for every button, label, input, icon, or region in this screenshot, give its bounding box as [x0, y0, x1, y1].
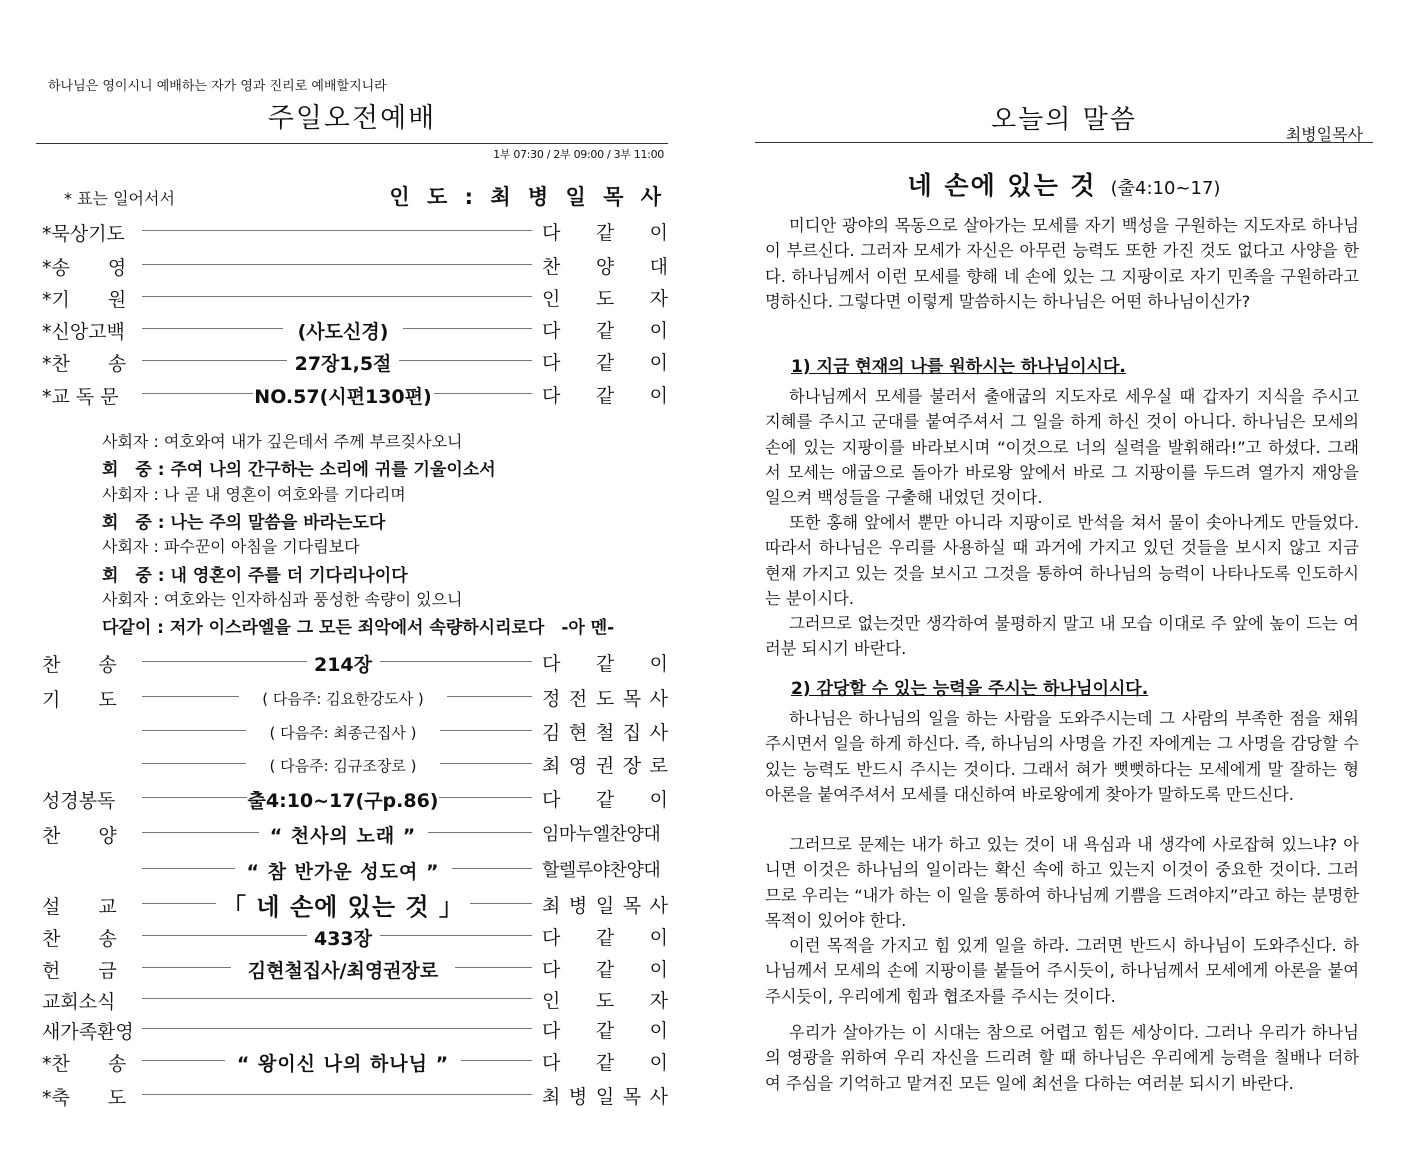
- response-congregation: 회 중 : 나는 주의 말씀을 바라는도다: [102, 512, 386, 533]
- leader-line: [142, 393, 253, 394]
- leader-char: 이: [649, 1052, 668, 1074]
- leader-char: 다: [542, 959, 561, 981]
- order-label: *축 도: [42, 1087, 127, 1109]
- sermon-paragraph: 그러므로 없는것만 생각하여 불평하지 말고 내 모습 이대로 주 앞에 높이 드는 여러분 되시기 바란다.: [765, 614, 1359, 659]
- order-label: 기 도: [42, 689, 117, 711]
- leader-line: [399, 360, 532, 361]
- leader-char: 목: [622, 895, 642, 917]
- order-row: [42, 313, 668, 343]
- leader-line: [142, 1094, 532, 1095]
- leader-line: [142, 1028, 532, 1029]
- leader-line: [142, 661, 307, 662]
- order-content: 출4:10~17(구p.86): [247, 790, 439, 812]
- leader-char: 최: [542, 755, 561, 777]
- leader-char: 정: [542, 688, 561, 710]
- leader-char: 전: [568, 688, 588, 710]
- order-row: [42, 249, 668, 279]
- order-content: 「 네 손에 있는 것 」: [222, 893, 464, 921]
- order-content: ( 다음주: 김요한강도사 ): [262, 690, 424, 708]
- leader-line: [142, 797, 247, 798]
- sermon-point-2: 2) 감당할 수 있는 능력을 주시는 하나님이시다.: [791, 679, 1149, 699]
- leader-line: [142, 328, 283, 329]
- leader-char: 같: [595, 653, 615, 675]
- response-congregation: 회 중 : 내 영혼이 주를 더 기다리나이다: [102, 565, 408, 586]
- leader-char: 사: [649, 722, 668, 744]
- order-row: [42, 378, 668, 408]
- leader-char: 이: [649, 1020, 668, 1042]
- standing-note: * 표는 일어서서: [64, 189, 175, 208]
- leader-char: 사: [649, 688, 668, 710]
- order-row: [42, 782, 668, 812]
- order-content: “ 천사의 노래 ”: [269, 825, 417, 847]
- leader-char: 같: [595, 959, 615, 981]
- sermon-heading: [755, 166, 1373, 202]
- order-label: *송 영: [42, 257, 127, 279]
- order-row: [42, 748, 668, 778]
- leader-line: [142, 935, 307, 936]
- order-label: *묵상기도: [42, 223, 125, 245]
- leader-char: 이: [649, 927, 668, 949]
- order-row: [42, 215, 668, 245]
- order-row: [42, 888, 668, 921]
- order-row: [42, 1045, 668, 1075]
- leader-char: 이: [649, 385, 668, 407]
- leader-char: 일: [595, 895, 615, 917]
- order-row: [42, 646, 668, 676]
- pastor-name: 최병일목사: [1285, 125, 1363, 144]
- order-leader: [542, 348, 668, 375]
- leader-line: [440, 763, 532, 764]
- leader-char: 사: [649, 1086, 668, 1108]
- order-leader: [542, 785, 668, 812]
- leader-char: 같: [595, 927, 615, 949]
- leader-char: 다: [542, 1052, 561, 1074]
- order-leader: [542, 820, 668, 846]
- order-label: 헌 금: [42, 960, 117, 982]
- leader-char: 같: [595, 1052, 615, 1074]
- leader-line: [142, 696, 239, 697]
- leader-line: [434, 393, 533, 394]
- order-label: 성경봉독: [42, 790, 116, 812]
- order-leader: [542, 923, 668, 950]
- sermon-paragraph: 그러므로 문제는 내가 하고 있는 것이 내 욕심과 내 생각에 사로잡혀 있느냐? 아니면 이것은 하나님의 일이라는 확신 속에 하고 있는지 이것이 중요한 것이다. 그러므로 우리는 “내가 하는 이 일을 통하여 하나님께 기쁨을 드려야지”라고 하는 분명한 목적이 있어야 한다.: [765, 835, 1359, 930]
- order-label: 새가족환영: [42, 1021, 134, 1043]
- order-label: *기 원: [42, 289, 127, 311]
- leader-line: [142, 967, 231, 968]
- leader-line: [142, 763, 246, 764]
- leader-info: 인 도 : 최 병 일 목 사: [389, 185, 666, 209]
- worship-order-panel: [36, 0, 668, 1156]
- leader-line: [142, 868, 235, 869]
- order-label: 찬 양: [42, 825, 117, 847]
- leader-line: [452, 868, 533, 869]
- leader-line: [380, 661, 533, 662]
- response-leader: 사회자 : 나 곧 내 영혼이 여호와를 기다리며: [102, 484, 406, 504]
- leader-line: [142, 730, 246, 731]
- leader-line: [142, 998, 532, 999]
- response-congregation: 다같이 : 저가 이스라엘을 그 모든 죄악에서 속량하시리로다 -아 멘-: [102, 618, 615, 639]
- leader-char: 같: [595, 320, 615, 342]
- sermon-panel: [755, 0, 1373, 1156]
- order-label: 교회소식: [42, 991, 116, 1013]
- leader-char: 장: [622, 755, 642, 777]
- order-label: *찬 송: [42, 1053, 127, 1075]
- sermon-paragraph: 미디안 광야의 목동으로 살아가는 모세를 자기 백성을 구원하는 지도자로 하나님이 부르신다. 그러자 모세가 자신은 아무런 능력도 또한 가진 것도 없다고 사양을 한다. 하나님께서 이런 모세를 향해 네 손에 있는 그 지팡이로 자기 민족을 구원하라고 명하신다. 그렇다면 이렇게 말씀하시는 하나님은 어떤 하나님이신가?: [765, 216, 1359, 311]
- order-content: “ 참 반가운 성도여 ”: [246, 861, 440, 883]
- order-content: (사도신경): [297, 321, 389, 343]
- leader-char: 같: [595, 352, 615, 374]
- leader-char: 다: [542, 320, 561, 342]
- order-row: [42, 1079, 668, 1109]
- leader-char: 이: [649, 959, 668, 981]
- order-row: [42, 681, 668, 711]
- order-leader: [542, 316, 668, 343]
- leader-line: [440, 730, 532, 731]
- leader-line: [455, 967, 532, 968]
- leader-line: [142, 360, 287, 361]
- order-content: “ 왕이신 나의 하나님 ”: [236, 1053, 450, 1075]
- order-row: [42, 1013, 668, 1043]
- sermon-reference: (출4:10~17): [1110, 178, 1221, 199]
- leader-char: 사: [649, 895, 668, 917]
- leader-char: 현: [568, 722, 588, 744]
- order-row: [42, 281, 668, 311]
- leader-char: 목: [622, 688, 642, 710]
- order-leader: [542, 986, 668, 1013]
- leader-char: 다: [542, 653, 561, 675]
- order-row: [42, 715, 668, 745]
- sermon-title: 네 손에 있는 것: [907, 171, 1097, 200]
- leader-char: 철: [595, 722, 615, 744]
- sermon-paragraph: 또한 홍해 앞에서 뿐만 아니라 지팡이로 반석을 쳐서 물이 솟아나게도 만들었다. 따라서 하나님은 우리를 사용하실 때 과거에 가지고 있던 것들을 보시지 않고 지금 현재 가지고 있는 것을 보시고 그것을 통하여 하나님의 능력이 나타나도록 인도하시는 분이시다.: [765, 513, 1359, 608]
- leader-char: 목: [622, 1086, 642, 1108]
- order-leader: [542, 856, 668, 882]
- order-leader: [542, 252, 668, 279]
- leader-char: 다: [542, 789, 561, 811]
- title-divider: [36, 143, 668, 144]
- leader-char: 이: [649, 320, 668, 342]
- leader-char: 다: [542, 352, 561, 374]
- leader-line: [142, 296, 532, 297]
- leader-text: 임마누엘찬양대: [542, 824, 661, 845]
- order-leader: [542, 1016, 668, 1043]
- leader-line: [439, 797, 532, 798]
- order-leader: [542, 955, 668, 982]
- leader-char: 이: [649, 352, 668, 374]
- sermon-paragraph: 이런 목적을 가지고 힘 있게 일을 하라. 그러면 반드시 하나님이 도와주신다. 하나님께서 모세의 손에 지팡이를 붙들어 주시듯이, 하나님께서 모세에게 아론을 붙여주시듯이, 우리에게 힘과 협조자를 주시는 것이다.: [765, 936, 1359, 1006]
- order-content: 김현철집사/최영권장로: [247, 960, 439, 982]
- order-leader: [542, 218, 668, 245]
- order-content: 214장: [313, 654, 372, 676]
- response-leader: 사회자 : 여호와는 인자하심과 풍성한 속량이 있으니: [102, 589, 463, 609]
- leader-char: 인: [542, 288, 561, 310]
- leader-char: 도: [595, 288, 615, 310]
- leader-line: [403, 328, 532, 329]
- order-row: [42, 345, 668, 375]
- leader-char: 이: [649, 789, 668, 811]
- sermon-paragraph: 하나님께서 모세를 불러서 출애굽의 지도자로 세우실 때 갑자기 지식을 주시고 지혜를 주시고 군대를 붙여주셔서 그 일을 하게 하신 것이 아니다. 하나님은 모세의 손에 있는 지팡이를 바라보시며 “이것으로 너의 실력을 발휘해라!”고 하셨다. 그래서 모세는 애굽으로 돌아가 바로왕 앞에서 바로 그 지팡이를 두드려 열가지 재앙을 일으켜 백성들을 구출해 내었던 것이다.: [765, 387, 1359, 508]
- order-label: *신앙고백: [42, 321, 125, 343]
- response-congregation: 회 중 : 주여 나의 간구하는 소리에 귀를 기울이소서: [102, 460, 496, 481]
- leader-char: 같: [595, 789, 615, 811]
- sermon-paragraph: 하나님은 하나님의 일을 하는 사람을 도와주시는데 그 사람의 부족한 점을 채워주시면서 일을 하게 하신다. 즉, 하나님의 사명을 가진 자에게는 그 사명을 감당할 수 있는 능력도 반드시 주시는 것이다. 그래서 혀가 뻣뻣하다는 모세에게 말 잘하는 형 아론을 붙여주셔서 모세를 대신하여 바로왕에게 찾아가 말하도록 만드신다.: [765, 709, 1359, 804]
- leader-text: 할렐루야찬양대: [542, 860, 661, 881]
- leader-char: 이: [649, 653, 668, 675]
- order-label: 찬 송: [42, 928, 117, 950]
- order-content: NO.57(시편130편): [254, 386, 432, 408]
- leader-char: 도: [595, 688, 615, 710]
- leader-char: 다: [542, 927, 561, 949]
- leader-char: 다: [542, 385, 561, 407]
- sermon-divider: [755, 142, 1373, 143]
- order-label: 설 교: [42, 896, 117, 918]
- leader-line: [142, 832, 259, 833]
- page-title: 주일오전예배: [267, 103, 437, 134]
- response-leader: 사회자 : 파수꾼이 아침을 기다림보다: [102, 537, 360, 557]
- leader-line: [428, 832, 533, 833]
- motto-verse: 하나님은 영이시니 예배하는 자가 영과 진리로 예배할지니라: [48, 79, 387, 94]
- leader-char: 자: [649, 288, 668, 310]
- leader-line: [447, 696, 532, 697]
- order-leader: [542, 684, 668, 711]
- leader-char: 다: [542, 1020, 561, 1042]
- order-leader: [542, 284, 668, 311]
- leader-char: 다: [542, 222, 561, 244]
- order-content: 27장1,5절: [294, 353, 392, 375]
- leader-line: [461, 1060, 532, 1061]
- leader-line: [142, 903, 216, 904]
- order-leader: [542, 718, 668, 745]
- order-label: 찬 송: [42, 654, 117, 676]
- order-leader: [542, 649, 668, 676]
- leader-line: [142, 264, 532, 265]
- order-leader: [542, 1082, 668, 1109]
- sermon-section-title: 오늘의 말씀: [991, 105, 1137, 135]
- leader-char: 로: [649, 755, 668, 777]
- leader-char: 최: [542, 1086, 561, 1108]
- order-leader: [542, 1048, 668, 1075]
- order-content: ( 다음주: 김규조장로 ): [269, 757, 417, 775]
- order-leader: [542, 891, 668, 918]
- leader-char: 도: [595, 990, 615, 1012]
- leader-char: 찬: [542, 256, 561, 278]
- leader-line: [142, 1060, 225, 1061]
- leader-char: 병: [568, 895, 588, 917]
- order-leader: [542, 381, 668, 408]
- leader-char: 일: [595, 1086, 615, 1108]
- order-row: [42, 920, 668, 950]
- leader-char: 양: [595, 256, 615, 278]
- leader-char: 집: [622, 722, 642, 744]
- order-row: [42, 853, 668, 883]
- order-content: ( 다음주: 최종근집사 ): [269, 724, 417, 742]
- leader-line: [470, 903, 532, 904]
- service-times: 1부 07:30 / 2부 09:00 / 3부 11:00: [493, 148, 664, 161]
- order-leader: [542, 751, 668, 778]
- order-row: [42, 952, 668, 982]
- leader-char: 김: [542, 722, 561, 744]
- leader-char: 같: [595, 385, 615, 407]
- leader-char: 자: [649, 990, 668, 1012]
- leader-char: 대: [649, 256, 668, 278]
- leader-char: 같: [595, 222, 615, 244]
- order-row: [42, 817, 668, 847]
- order-label: *찬 송: [42, 353, 127, 375]
- order-row: [42, 983, 668, 1013]
- sermon-paragraph: 우리가 살아가는 이 시대는 참으로 어렵고 힘든 세상이다. 그러나 우리가 하나님의 영광을 위하여 우리 자신을 드리려 할 때 하나님은 우리에게 능력을 칠배나 더하여 주심을 기억하고 맡겨진 모든 일에 최선을 다하는 여러분 되시기 바란다.: [765, 1023, 1359, 1093]
- leader-line: [142, 230, 532, 231]
- leader-char: 권: [595, 755, 615, 777]
- leader-char: 이: [649, 222, 668, 244]
- order-content: 433장: [313, 928, 372, 950]
- leader-char: 인: [542, 990, 561, 1012]
- leader-char: 같: [595, 1020, 615, 1042]
- leader-char: 병: [568, 1086, 588, 1108]
- order-label: *교 독 문: [42, 386, 119, 408]
- response-leader: 사회자 : 여호와여 내가 깊은데서 주께 부르짖사오니: [102, 432, 463, 451]
- sermon-point-1: 1) 지금 현재의 나를 원하시는 하나님이시다.: [791, 357, 1126, 377]
- leader-line: [380, 935, 533, 936]
- leader-char: 최: [542, 895, 561, 917]
- leader-char: 영: [568, 755, 588, 777]
